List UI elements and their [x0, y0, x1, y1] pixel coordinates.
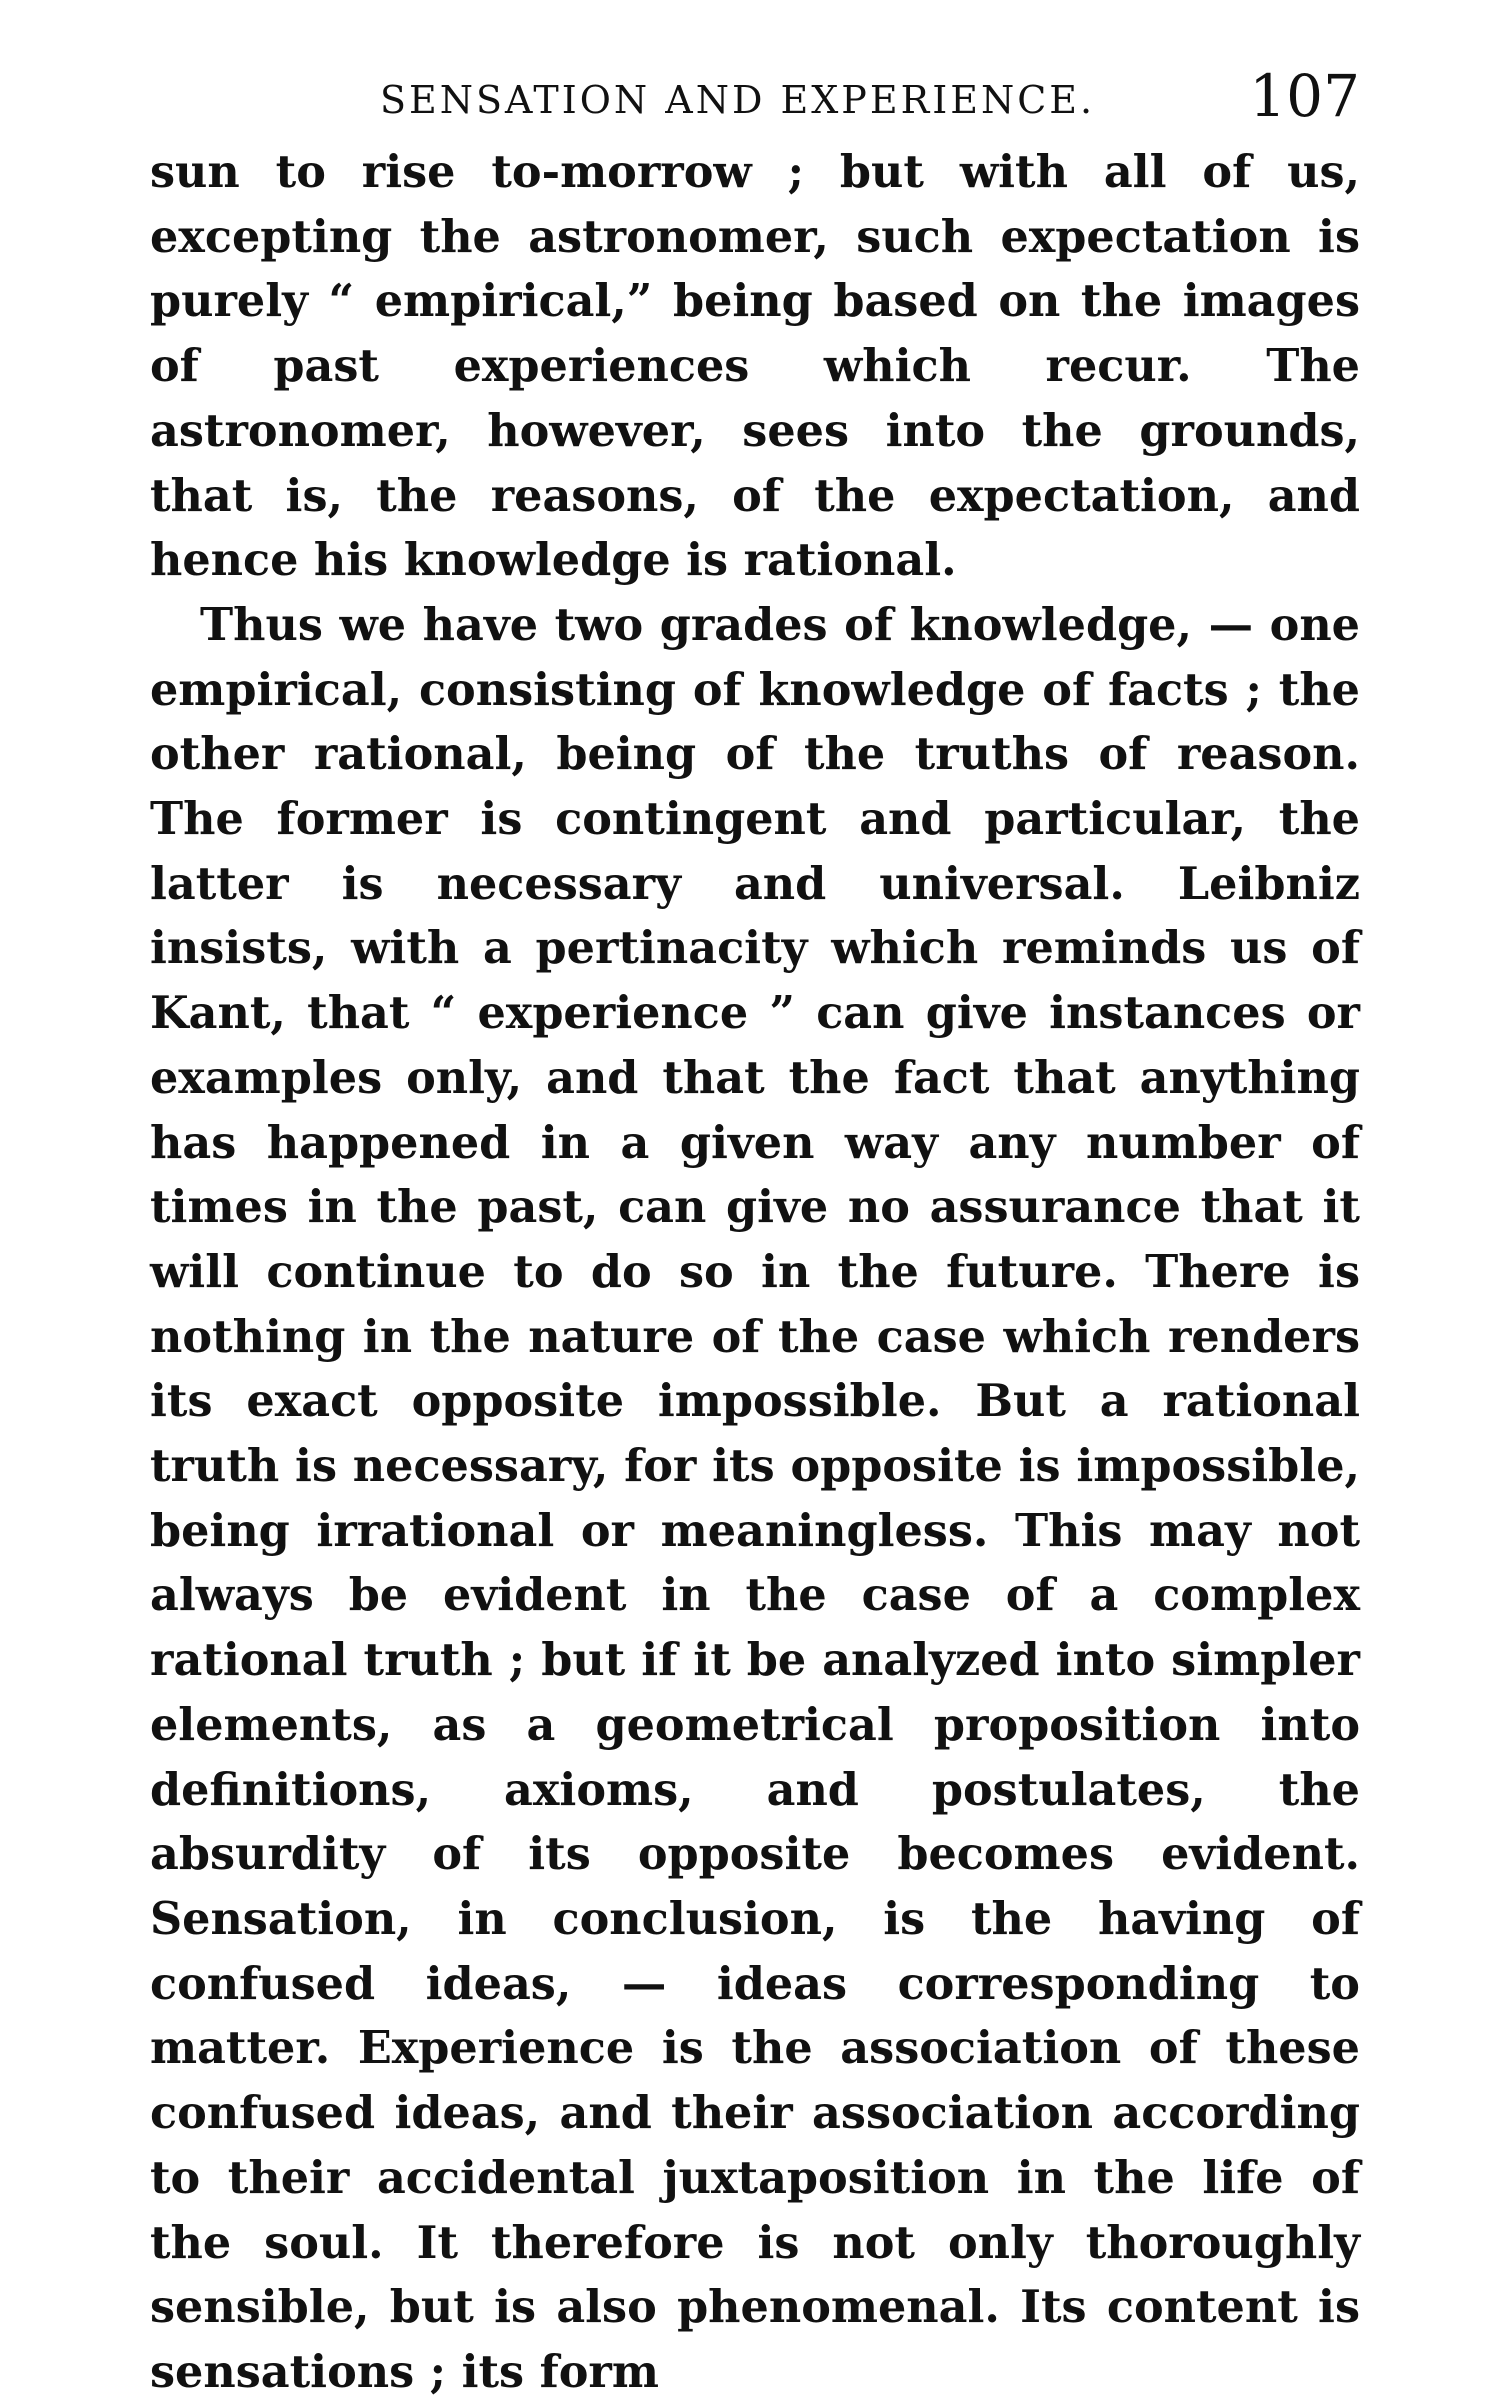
- page-number: 107: [1249, 62, 1360, 130]
- running-head: [150, 60, 1360, 130]
- paragraph-continued: sun to rise to-morrow ; but with all of us, excepting the astronomer, such expectation is purely “ empirical,” being based on the images of past experiences which recur. The astronomer, however, sees into the grounds, that is, the reasons, of the expectation, and hence his knowledge is rational.: [150, 146, 1360, 587]
- running-title: SENSATION AND EXPERIENCE.: [380, 78, 1096, 122]
- body-text: [150, 140, 1360, 2405]
- paragraph-grades-of-knowledge: Thus we have two grades of knowledge, — one empirical, consisting of knowledge of facts ; the other rational, being of the truths of reason. The former is contingent and particular, the latter is necessary and universal. Leibniz insists, with a pertinacity which reminds us of Kant, that “ experience ” can give instances or examples only, and that the fact that anything has happened in a given way any number of times in the past, can give no assurance that it will continue to do so in the future. There is nothing in the nature of the case which renders its exact opposite impossible. But a rational truth is necessary, for its opposite is impossible, being irrational or meaningless. This may not always be evident in the case of a complex rational truth ; but if it be analyzed into simpler elements, as a geometrical proposition into definitions, axioms, and postulates, the absurdity of its opposite becomes evident. Sensation, in conclusion, is the having of confused ideas, — ideas corresponding to matter. Experience is the association of these confused ideas, and their association according to their accidental juxtaposition in the life of the soul. It therefore is not only thoroughly sensible, but is also phenomenal. Its content is sensations ; its form: [150, 598, 1360, 2398]
